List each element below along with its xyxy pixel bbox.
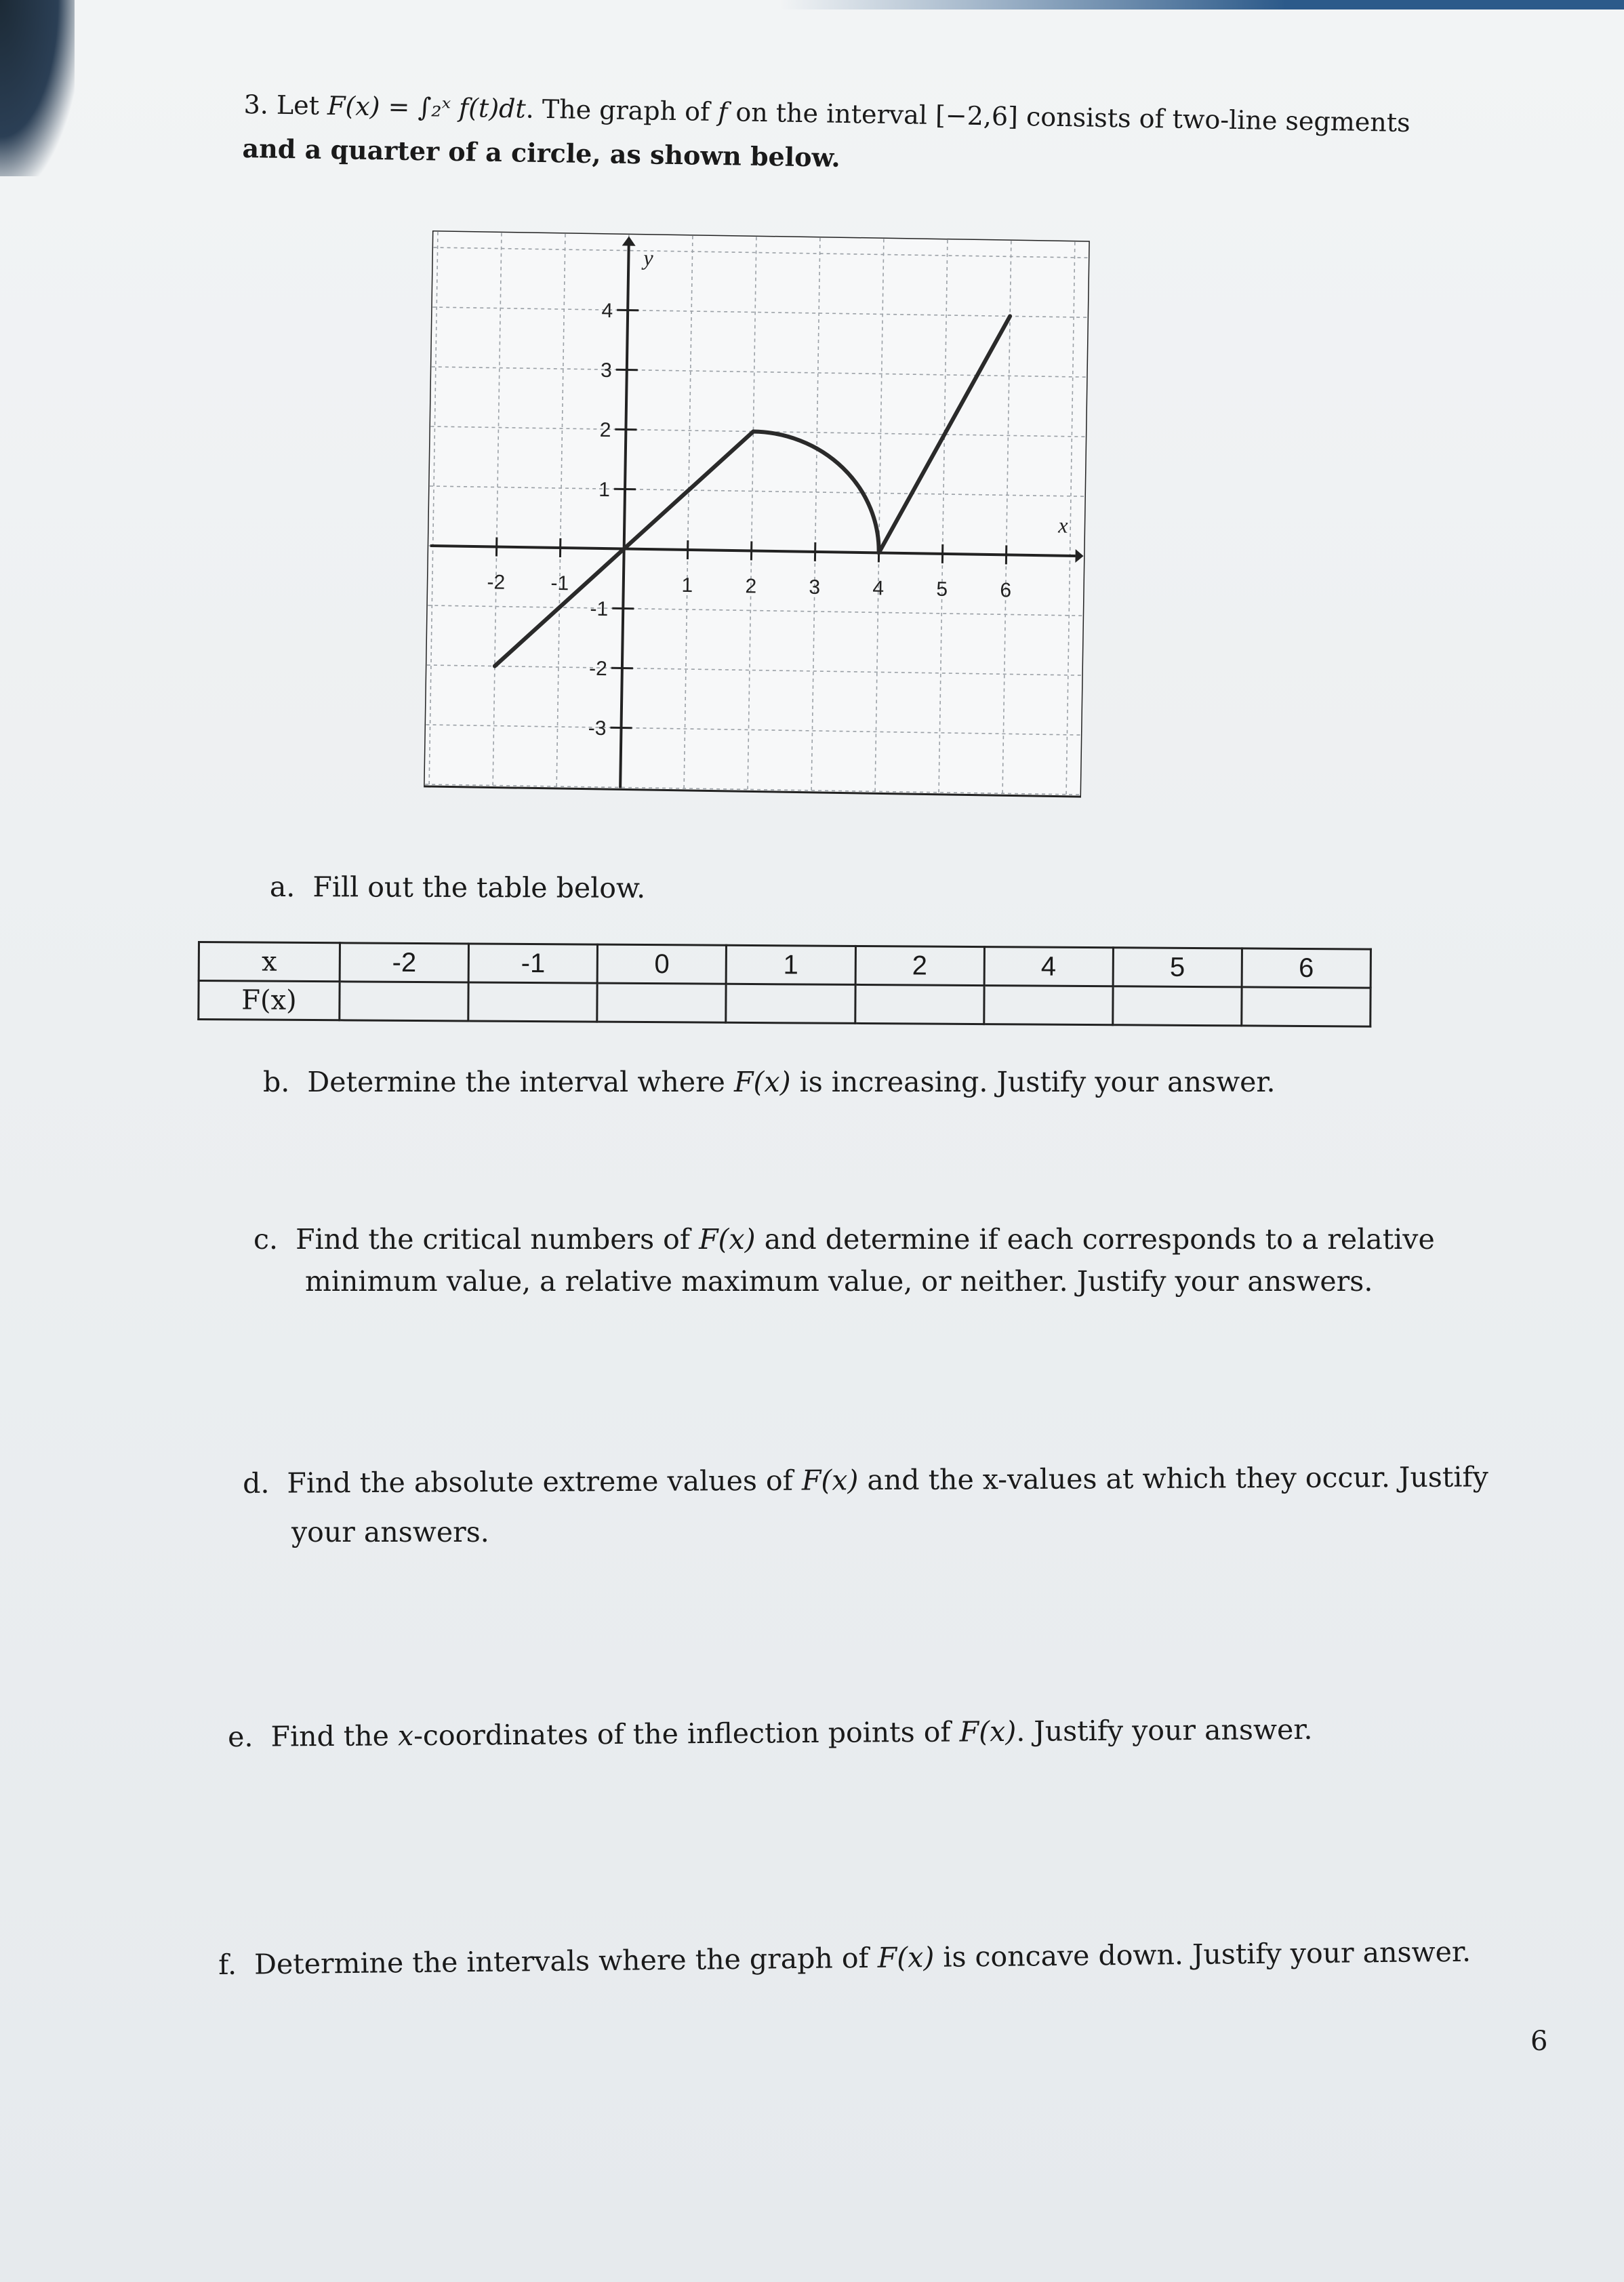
part-c-text-post: and determine if each corresponds to a relative <box>764 1223 1435 1256</box>
part-f-text-pre: Determine the intervals where the graph of <box>253 1941 869 1981</box>
y-tick-label: 4 <box>601 299 613 323</box>
table-cell-fx[interactable] <box>1113 986 1242 1026</box>
part-c-label: c. <box>253 1223 278 1256</box>
part-d <box>243 1460 1488 1500</box>
part-f-fx: F(x) <box>877 1940 935 1974</box>
table-cell-fx[interactable] <box>855 984 983 1024</box>
x-tick-label: 1 <box>681 574 693 597</box>
table-header-x: x <box>199 942 340 982</box>
values-table <box>197 941 1372 1028</box>
problem-text-2: on the interval [−2,6] consists of two-line segments <box>735 97 1410 138</box>
part-c-line-2: minimum value, a relative maximum value, or neither. Justify your answers. <box>305 1265 1373 1298</box>
part-c <box>253 1223 1435 1256</box>
table-cell-fx[interactable] <box>726 984 855 1023</box>
part-b-text-pre: Determine the interval where <box>307 1066 725 1098</box>
photo-edge-band <box>779 0 1624 9</box>
part-d-fx: F(x) <box>801 1464 859 1497</box>
part-e-fx: F(x) <box>959 1715 1017 1748</box>
problem-statement-line-2: and a quarter of a circle, as shown below. <box>242 133 841 173</box>
part-e-text-mid: -coordinates of the inflection points of <box>413 1715 951 1753</box>
x-tick-label: 2 <box>745 575 757 598</box>
part-c-text-pre: Find the critical numbers of <box>296 1223 691 1256</box>
part-d-text-pre: Find the absolute extreme values of <box>287 1464 793 1500</box>
part-d-text-post: and the x-values at which they occur. Justify <box>867 1460 1488 1497</box>
y-tick-label: 2 <box>599 418 611 442</box>
table-cell-fx[interactable] <box>468 982 597 1022</box>
problem-number: 3. <box>243 89 269 120</box>
table-cell-x: 2 <box>855 946 984 985</box>
x-tick-label: 4 <box>872 577 885 600</box>
table-cell-fx[interactable] <box>340 982 468 1021</box>
part-d-line-2: your answers. <box>291 1516 489 1548</box>
part-a-label: a. <box>269 870 296 904</box>
y-tick-label: -2 <box>588 657 608 681</box>
table-cell-fx[interactable] <box>1242 987 1371 1026</box>
table-cell-x: 0 <box>597 944 726 984</box>
part-e-text-post: . Justify your answer. <box>1016 1713 1313 1748</box>
part-e-text-pre: Find the <box>270 1719 390 1753</box>
part-e-xvar: x <box>397 1719 414 1753</box>
y-tick-mark <box>611 727 632 728</box>
y-tick-mark <box>615 429 636 430</box>
part-b-fx: F(x) <box>734 1066 791 1098</box>
x-axis-label: x <box>1058 513 1068 538</box>
table-cell-x: -1 <box>468 944 597 983</box>
y-tick-label: -3 <box>588 717 607 740</box>
table-cell-x: -2 <box>340 943 468 982</box>
photo-shadow-corner <box>0 0 75 176</box>
part-c-fx: F(x) <box>699 1223 756 1256</box>
x-tick-label: 5 <box>936 578 948 601</box>
part-f-text-post: is concave down. Justify your answer. <box>943 1935 1471 1974</box>
table-cell-x: 5 <box>1113 948 1242 987</box>
part-f-label: f. <box>218 1948 237 1981</box>
table-row-x <box>199 942 1371 988</box>
y-tick-mark <box>616 369 638 370</box>
x-tick-label: 6 <box>1000 579 1012 602</box>
y-tick-mark <box>617 310 638 311</box>
table-cell-x: 1 <box>727 945 855 984</box>
y-tick-label: 3 <box>600 359 613 382</box>
graph-svg <box>424 231 1090 803</box>
part-e-label: e. <box>228 1720 253 1753</box>
f-symbol: f <box>717 96 728 127</box>
y-tick-label: 1 <box>598 478 611 502</box>
problem-text-1: . The graph of <box>525 94 710 127</box>
table-cell-fx[interactable] <box>983 986 1112 1025</box>
part-a-text: Fill out the table below. <box>312 870 646 904</box>
table-cell-x: 4 <box>984 947 1113 986</box>
part-b-label: b. <box>263 1066 290 1098</box>
part-b-text-post: is increasing. Justify your answer. <box>799 1066 1276 1098</box>
function-graph <box>424 231 1090 803</box>
y-tick-mark <box>612 608 634 609</box>
part-b <box>263 1066 1276 1098</box>
table-row-fx <box>199 981 1371 1027</box>
part-a <box>270 870 645 904</box>
x-tick-label: -2 <box>487 571 506 594</box>
table-cell-x: 6 <box>1242 948 1371 988</box>
page-number: 6 <box>1530 2026 1548 2057</box>
table-cell-fx[interactable] <box>597 983 726 1022</box>
problem-let: Let <box>276 89 320 121</box>
function-definition: F(x) = ∫₂ˣ f(t)dt <box>327 90 527 124</box>
part-d-label: d. <box>243 1466 270 1500</box>
x-tick-label: 3 <box>809 576 821 599</box>
y-axis-label: y <box>643 245 653 271</box>
table-header-fx: F(x) <box>199 981 340 1020</box>
x-tick-label: -1 <box>550 572 569 595</box>
y-tick-label: -1 <box>590 597 609 621</box>
